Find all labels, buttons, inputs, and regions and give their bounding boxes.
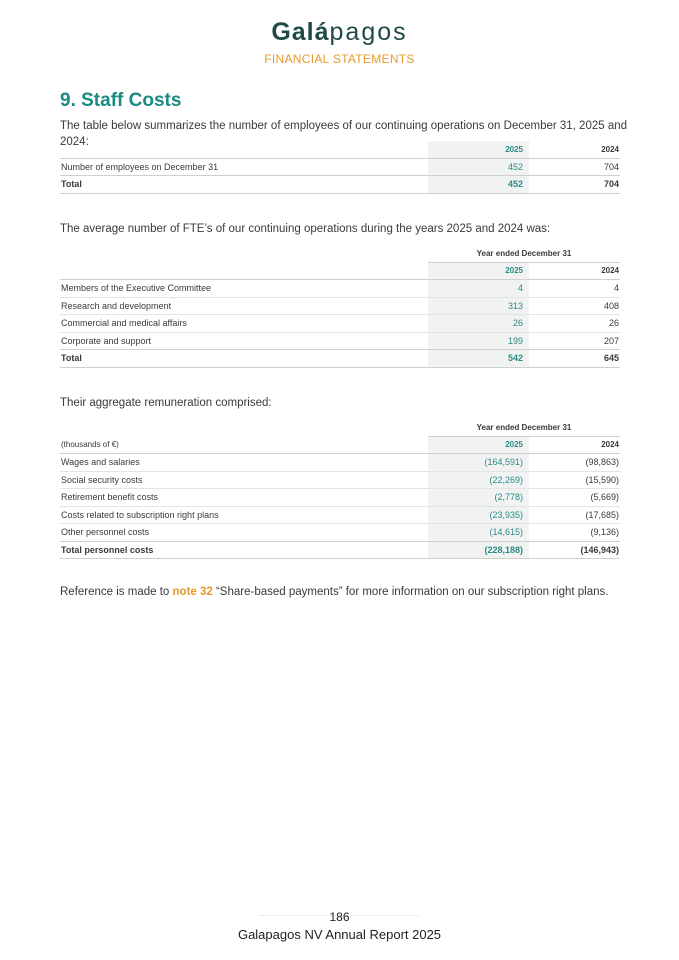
table-header-row — [60, 141, 620, 158]
row-label: Total — [60, 176, 428, 194]
value-2025: 452 — [428, 158, 529, 176]
value-2024: 207 — [529, 332, 620, 350]
row-label: Corporate and support — [60, 332, 428, 350]
row-label: Research and development — [60, 297, 428, 315]
row-label: Wages and salaries — [60, 454, 428, 472]
value-2025: (2,778) — [428, 489, 529, 507]
year-ended-header: Year ended December 31 — [428, 419, 620, 436]
value-2025: (23,935) — [428, 506, 529, 524]
value-2024: 704 — [529, 176, 620, 194]
table-row — [60, 471, 620, 489]
value-2024: (15,590) — [529, 471, 620, 489]
reference-text-before: Reference is made to — [60, 586, 173, 598]
value-2025: 542 — [428, 350, 529, 368]
column-header-2024: 2024 — [529, 262, 620, 280]
year-ended-header: Year ended December 31 — [428, 245, 620, 262]
column-header-2025: 2025 — [428, 436, 529, 454]
value-2024: 704 — [529, 158, 620, 176]
page-title: 9. Staff Costs — [60, 90, 182, 111]
page-number: 186 — [329, 910, 350, 924]
value-2025: 26 — [428, 315, 529, 333]
company-logo — [0, 18, 679, 47]
value-2024: 408 — [529, 297, 620, 315]
row-label: Social security costs — [60, 471, 428, 489]
value-2025: (22,269) — [428, 471, 529, 489]
row-label: Total — [60, 350, 428, 368]
value-2024: 26 — [529, 315, 620, 333]
value-2024: (98,863) — [529, 454, 620, 472]
column-header-2024: 2024 — [529, 141, 620, 158]
row-label: Total personnel costs — [60, 541, 428, 559]
value-2025: (14,615) — [428, 524, 529, 542]
table-row — [60, 297, 620, 315]
value-2025: 452 — [428, 176, 529, 194]
row-label: Number of employees on December 31 — [60, 158, 428, 176]
column-header-2025: 2025 — [428, 262, 529, 280]
value-2024: (17,685) — [529, 506, 620, 524]
row-label: Costs related to subscription right plans — [60, 506, 428, 524]
remuneration-paragraph: Their aggregate remuneration comprised: — [60, 397, 272, 409]
reference-text-after: “Share-based payments” for more information on our subscription right plans. — [212, 586, 609, 598]
logo-light-part: pagos — [329, 18, 408, 46]
value-2024: (5,669) — [529, 489, 620, 507]
reference-paragraph — [60, 586, 608, 598]
table-row — [60, 332, 620, 350]
logo-bold-part: Galá — [271, 18, 330, 46]
note-32-link[interactable]: note 32 — [172, 586, 213, 598]
total-row — [60, 350, 620, 368]
value-2025: 313 — [428, 297, 529, 315]
fte-paragraph: The average number of FTE’s of our continuing operations during the years 2025 and 2024 was: — [60, 223, 551, 235]
table-header-row — [60, 262, 620, 280]
value-2025: 199 — [428, 332, 529, 350]
table-header-row — [60, 436, 620, 454]
remuneration-table — [60, 419, 620, 559]
value-2025: (228,188) — [428, 541, 529, 559]
intro-paragraph: The table below summarizes the number of employees of our continuing operations on December 31, 2025 and 2024: — [60, 120, 628, 148]
table-row — [60, 454, 620, 472]
group-header-row — [60, 245, 620, 262]
section-header: FINANCIAL STATEMENTS — [264, 52, 415, 66]
fte-table — [60, 245, 620, 368]
column-header-2025: 2025 — [428, 141, 529, 158]
table-row — [60, 315, 620, 333]
row-label: Commercial and medical affairs — [60, 315, 428, 333]
table-row — [60, 158, 620, 176]
row-label: Members of the Executive Committee — [60, 280, 428, 298]
value-2024: 645 — [529, 350, 620, 368]
total-row — [60, 176, 620, 194]
employees-table — [60, 141, 620, 194]
unit-label: (thousands of €) — [60, 436, 428, 454]
table-row — [60, 506, 620, 524]
group-header-row — [60, 419, 620, 436]
value-2025: (164,591) — [428, 454, 529, 472]
value-2024: (146,943) — [529, 541, 620, 559]
table-row — [60, 280, 620, 298]
value-2024: (9,136) — [529, 524, 620, 542]
row-label: Other personnel costs — [60, 524, 428, 542]
row-label: Retirement benefit costs — [60, 489, 428, 507]
total-row — [60, 541, 620, 559]
table-row — [60, 489, 620, 507]
table-row — [60, 524, 620, 542]
column-header-2024: 2024 — [529, 436, 620, 454]
value-2024: 4 — [529, 280, 620, 298]
value-2025: 4 — [428, 280, 529, 298]
report-title: Galapagos NV Annual Report 2025 — [237, 927, 442, 942]
